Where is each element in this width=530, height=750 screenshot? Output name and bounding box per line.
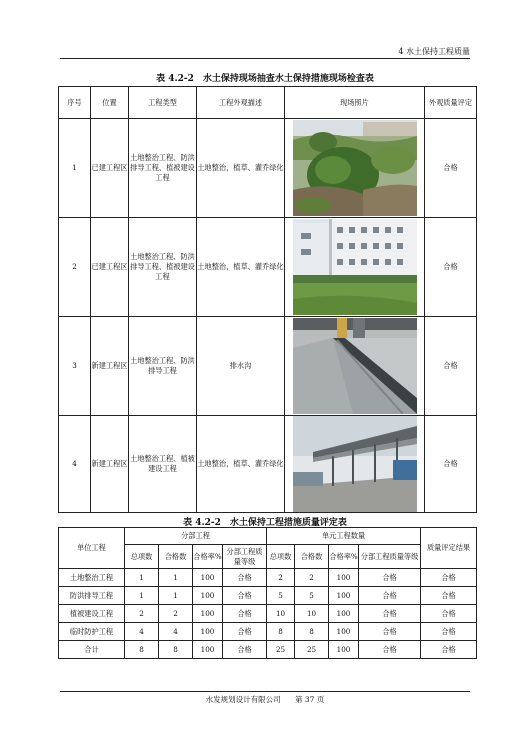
- footer-rule: [60, 691, 470, 692]
- col-header-elem: 单元工程数量: [267, 528, 421, 545]
- site-photo-building-lawn: [293, 219, 417, 315]
- col-header-rating: 外观质量评定: [425, 87, 477, 119]
- quality-assessment-table: [58, 527, 477, 659]
- cell: 10: [295, 605, 329, 623]
- row-location: 已建工程区: [91, 119, 129, 218]
- footer-company: 水发规划设计有限公司: [205, 695, 281, 704]
- row-rating: 合格: [425, 317, 477, 416]
- row-location: 已建工程区: [91, 218, 129, 317]
- cell: 8: [159, 641, 193, 659]
- cell: 100: [329, 605, 359, 623]
- cell: 2: [125, 605, 159, 623]
- row-desc: 排水沟: [197, 317, 285, 416]
- cell: 2: [295, 569, 329, 587]
- row-rating: 合格: [425, 218, 477, 317]
- cell: 5: [267, 587, 295, 605]
- table-row: [59, 569, 477, 587]
- table2-caption: 表 4.2-2 水土保持工程措施质量评定表: [183, 518, 347, 528]
- cell: 合格: [359, 623, 421, 641]
- sub-col-header: 合格率%: [193, 545, 223, 569]
- cell: 4: [159, 623, 193, 641]
- table-row: [59, 623, 477, 641]
- cell: 8: [125, 641, 159, 659]
- row-rating: 合格: [425, 119, 477, 218]
- table1-caption: 表 4.2-2 水土保持现场抽查水土保持措施现场检查表: [156, 74, 374, 84]
- site-photo-cell: [285, 416, 425, 513]
- col-header-photo: 现场照片: [285, 87, 425, 119]
- cell: 合格: [421, 605, 477, 623]
- cell: 25: [267, 641, 295, 659]
- row-no: 3: [59, 317, 91, 416]
- cell: 2: [159, 605, 193, 623]
- cell: 25: [295, 641, 329, 659]
- cell: 100: [193, 569, 223, 587]
- cell: 合格: [223, 641, 267, 659]
- cell: 合格: [359, 587, 421, 605]
- cell: 1: [125, 569, 159, 587]
- row-location: 新建工程区: [91, 317, 129, 416]
- cell: 100: [193, 641, 223, 659]
- col-header-type: 工程类型: [129, 87, 197, 119]
- site-photo-vegetation-slope: [293, 120, 417, 216]
- page-number: 第 37 页: [295, 695, 325, 704]
- sub-col-header: 总项数: [125, 545, 159, 569]
- cell: 合格: [223, 605, 267, 623]
- site-photo-cell: [285, 119, 425, 218]
- cell: 1: [159, 587, 193, 605]
- site-photo-cell: [285, 218, 425, 317]
- row-rating: 合格: [425, 416, 477, 513]
- table-row: [59, 317, 477, 416]
- cell: 合格: [421, 623, 477, 641]
- row-no: 4: [59, 416, 91, 513]
- cell: 合格: [359, 569, 421, 587]
- col-header-result: 质量评定结果: [421, 528, 477, 569]
- site-photo-cell: [285, 317, 425, 416]
- row-no: 2: [59, 218, 91, 317]
- table2-header-row-1: [59, 528, 477, 545]
- cell: 100: [193, 605, 223, 623]
- col-header-desc: 工程外观描述: [197, 87, 285, 119]
- cell: 100: [193, 623, 223, 641]
- col-header-location: 位置: [91, 87, 129, 119]
- site-photo-pipe-rack: [293, 416, 417, 512]
- header-rule: [60, 58, 470, 59]
- cell: 1: [125, 587, 159, 605]
- cell: 10: [267, 605, 295, 623]
- table1-header-row: [59, 87, 477, 119]
- col-header-unit: 单位工程: [59, 528, 125, 569]
- cell: 8: [295, 623, 329, 641]
- table-row: [59, 605, 477, 623]
- row-type: 土地整治工程、防洪排导工程: [129, 317, 197, 416]
- cell: 合格: [421, 569, 477, 587]
- cell: 2: [267, 569, 295, 587]
- cell: 100: [329, 587, 359, 605]
- table-row: [59, 587, 477, 605]
- sub-col-header: 合格率%: [329, 545, 359, 569]
- cell: 100: [329, 623, 359, 641]
- cell: 5: [295, 587, 329, 605]
- col-header-no: 序号: [59, 87, 91, 119]
- cell: 100: [193, 587, 223, 605]
- cell: 合格: [359, 605, 421, 623]
- sub-col-header: 合格数: [159, 545, 193, 569]
- cell: 植被建设工程: [59, 605, 125, 623]
- cell: 防洪排导工程: [59, 587, 125, 605]
- cell: 100: [329, 569, 359, 587]
- sub-col-header: 总项数: [267, 545, 295, 569]
- cell: 合格: [223, 623, 267, 641]
- sub-col-header: 合格数: [295, 545, 329, 569]
- col-header-sub: 分部工程: [125, 528, 267, 545]
- table-row: [59, 119, 477, 218]
- table-row: [59, 416, 477, 513]
- cell: 合格: [223, 587, 267, 605]
- row-desc: 土地整治，植草、灌乔绿化: [197, 416, 285, 513]
- chapter-header: 4 水土保持工程质量: [398, 47, 470, 56]
- cell: 100: [329, 641, 359, 659]
- row-type: 土地整治工程、防洪排导工程、植被建设工程: [129, 119, 197, 218]
- table-total-row: [59, 641, 477, 659]
- row-desc: 土地整治，植草、灌乔绿化: [197, 119, 285, 218]
- cell: 合计: [59, 641, 125, 659]
- cell: 8: [267, 623, 295, 641]
- row-type: 土地整治工程、植被建设工程: [129, 416, 197, 513]
- cell: 合格: [359, 641, 421, 659]
- table-row: [59, 218, 477, 317]
- row-location: 新建工程区: [91, 416, 129, 513]
- row-desc: 土地整治，植草、灌乔绿化: [197, 218, 285, 317]
- row-type: 土地整治工程、防洪排导工程、植被建设工程: [129, 218, 197, 317]
- cell: 土地整治工程: [59, 569, 125, 587]
- page-footer: [0, 694, 530, 705]
- row-no: 1: [59, 119, 91, 218]
- sub-col-header: 分部工程质量等级: [223, 545, 267, 569]
- cell: 合格: [421, 587, 477, 605]
- cell: 合格: [223, 569, 267, 587]
- sub-col-header: 分部工程质量等级: [359, 545, 421, 569]
- cell: 合格: [421, 641, 477, 659]
- cell: 4: [125, 623, 159, 641]
- cell: 临时防护工程: [59, 623, 125, 641]
- cell: 1: [159, 569, 193, 587]
- site-photo-drainage-ditch: [293, 318, 417, 414]
- inspection-table: [58, 86, 477, 513]
